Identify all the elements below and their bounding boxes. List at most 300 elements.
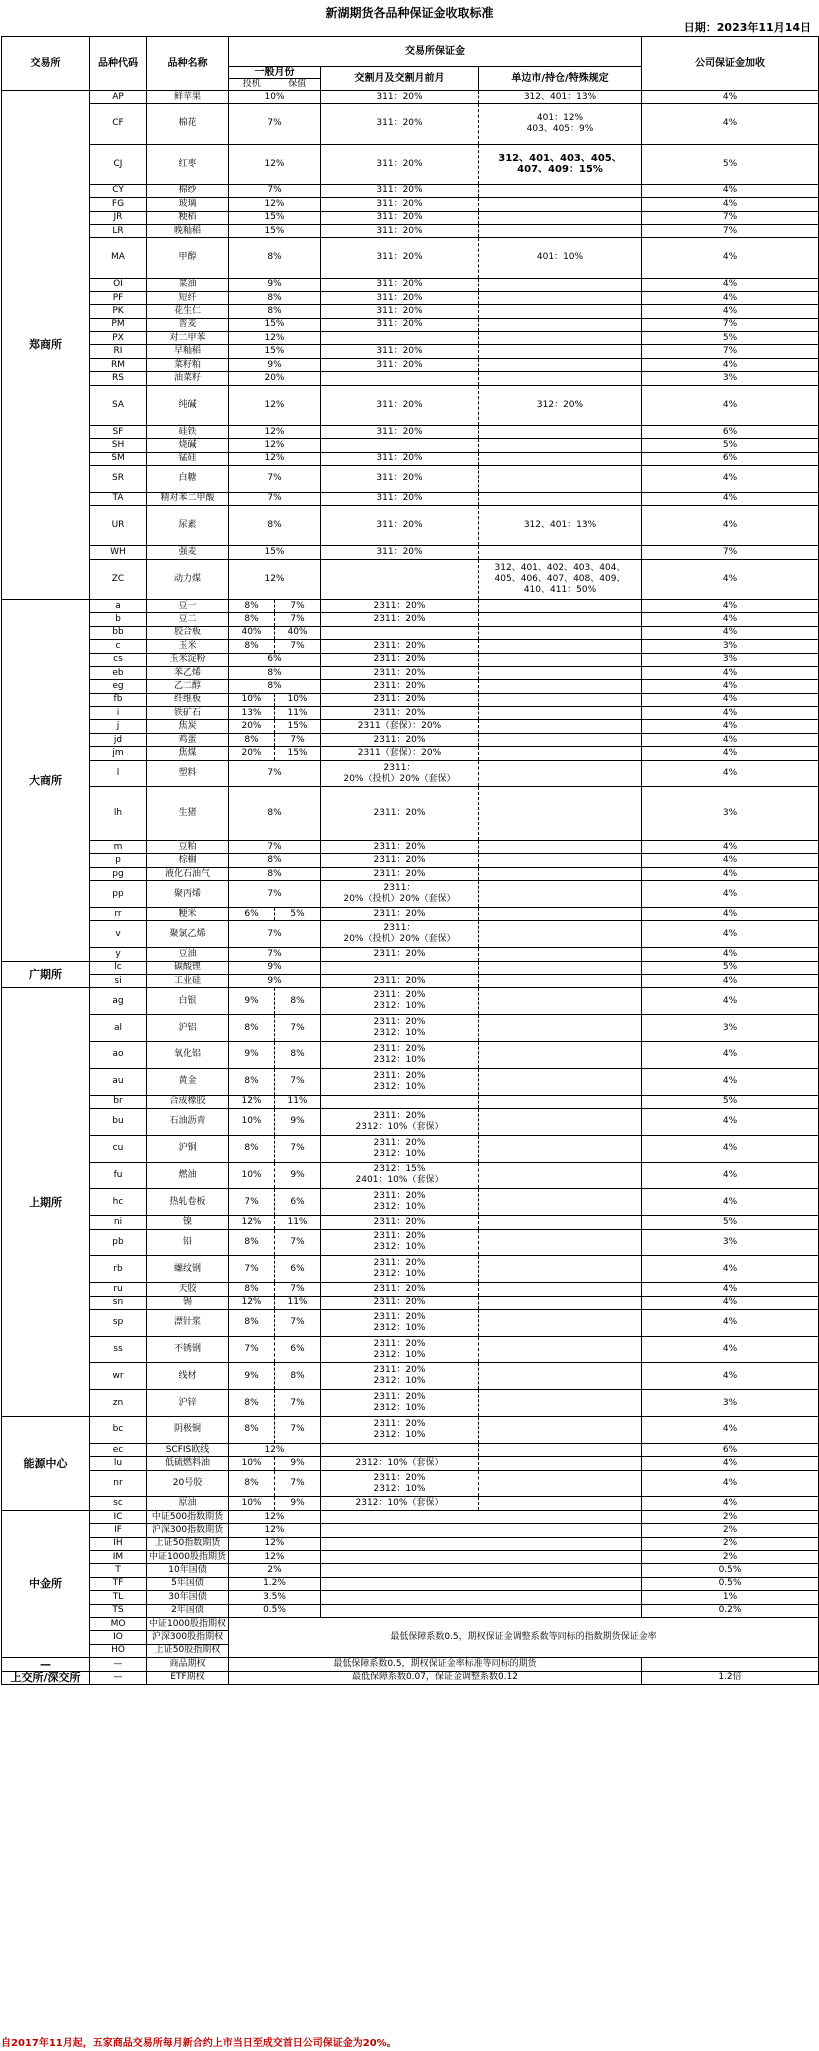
exchange-cell: 上交所/深交所 [2, 1671, 90, 1684]
general-margin-cell: 12% [229, 425, 321, 438]
delivery-margin-cell: 2311：20% [321, 908, 479, 921]
name-cell: 锰硅 [147, 452, 229, 465]
code-cell: al [90, 1015, 147, 1042]
spec-margin-cell: 20% [229, 720, 275, 733]
company-cell: 4% [642, 1457, 819, 1470]
code-cell: m [90, 841, 147, 854]
code-cell: JR [90, 211, 147, 224]
code-cell: a [90, 599, 147, 612]
general-margin-cell: 7% [229, 921, 321, 948]
name-cell: 漂针浆 [147, 1309, 229, 1336]
hedge-margin-cell: 9% [275, 1497, 321, 1510]
name-cell: 焦炭 [147, 720, 229, 733]
table-row [2, 1068, 819, 1095]
company-cell: 4% [642, 948, 819, 961]
table-row [2, 345, 819, 358]
table-row [2, 626, 819, 639]
table-row [2, 198, 819, 211]
special-rule-cell [479, 733, 642, 746]
company-cell: 3% [642, 787, 819, 841]
name-cell: 热轧卷板 [147, 1189, 229, 1216]
company-cell: 5% [642, 439, 819, 452]
delivery-margin-cell: 2311：20% [321, 693, 479, 706]
name-cell: 棉纱 [147, 184, 229, 197]
table-row [2, 1524, 819, 1537]
general-margin-cell: 12% [229, 559, 321, 599]
delivery-margin-cell [321, 439, 479, 452]
company-cell: 4% [642, 1417, 819, 1444]
header-hedge: 保值 [288, 79, 307, 89]
header-special: 单边市/持仓/特殊规定 [479, 67, 642, 91]
delivery-margin-cell: 311：20% [321, 278, 479, 291]
company-cell: 6% [642, 452, 819, 465]
spec-margin-cell: 8% [229, 613, 275, 626]
hedge-margin-cell: 8% [275, 1041, 321, 1068]
company-cell: 6% [642, 1443, 819, 1456]
rule-cell: 最低保障系数0.07，保证金调整系数0.12 [229, 1671, 642, 1684]
special-rule-cell [479, 841, 642, 854]
company-cell: 4% [642, 760, 819, 787]
delivery-margin-cell: 2311： 20%（投机）20%（套保） [321, 760, 479, 787]
table-row [2, 1041, 819, 1068]
general-margin-cell: 12% [229, 144, 321, 184]
company-cell: 4% [642, 1296, 819, 1309]
company-cell: 3% [642, 1390, 819, 1417]
table-row [2, 640, 819, 653]
delivery-margin-cell: 311：20% [321, 91, 479, 104]
general-margin-cell: 8% [229, 867, 321, 880]
table-row [2, 720, 819, 733]
delivery-margin-cell: 2311：20% [321, 1283, 479, 1296]
special-rule-cell [479, 1336, 642, 1363]
delivery-margin-cell: 2311：20% 2312：10% [321, 1229, 479, 1256]
name-cell: 精对苯二甲酸 [147, 492, 229, 505]
name-cell: 豆二 [147, 613, 229, 626]
table-row [2, 1336, 819, 1363]
hedge-margin-cell: 7% [275, 733, 321, 746]
company-cell: 3% [642, 1015, 819, 1042]
delivery-margin-cell: 2311：20% [321, 974, 479, 987]
spec-margin-cell: 9% [229, 1363, 275, 1390]
table-row [2, 1015, 819, 1042]
company-cell: 4% [642, 613, 819, 626]
spec-margin-cell: 8% [229, 640, 275, 653]
company-cell: 4% [642, 666, 819, 679]
delivery-margin-cell: 2311：20% [321, 841, 479, 854]
table-row [2, 693, 819, 706]
name-cell: 白糖 [147, 466, 229, 493]
special-rule-cell [479, 693, 642, 706]
hedge-margin-cell: 9% [275, 1108, 321, 1135]
general-margin-cell: 8% [229, 305, 321, 318]
general-margin-cell: 7% [229, 841, 321, 854]
special-rule-cell [479, 1417, 642, 1444]
general-margin-cell: 2% [229, 1564, 321, 1577]
company-cell: 5% [642, 1095, 819, 1108]
delivery-margin-cell: 311：20% [321, 318, 479, 331]
table-row [2, 760, 819, 787]
table-row [2, 385, 819, 425]
code-cell: ao [90, 1041, 147, 1068]
general-margin-cell: 15% [229, 318, 321, 331]
hedge-margin-cell: 6% [275, 1256, 321, 1283]
table-row [2, 1577, 819, 1590]
table-row [2, 613, 819, 626]
code-cell: sn [90, 1296, 147, 1309]
delivery-margin-cell [321, 1095, 479, 1108]
special-rule-cell [479, 1256, 642, 1283]
table-row [2, 1497, 819, 1510]
special-rule-cell: 312、401、403、405、 407、409：15% [479, 144, 642, 184]
special-rule-cell [479, 345, 642, 358]
delivery-margin-cell: 2311：20% [321, 787, 479, 841]
name-cell: 红枣 [147, 144, 229, 184]
delivery-margin-cell: 2311：20% [321, 1216, 479, 1229]
exchange-cell: 上期所 [2, 988, 90, 1417]
table-row [2, 1457, 819, 1470]
code-cell: MO [90, 1617, 147, 1630]
hedge-margin-cell: 11% [275, 1216, 321, 1229]
delivery-margin-cell: 311：20% [321, 452, 479, 465]
delivery-margin-cell: 2311（套保）：20% [321, 720, 479, 733]
option-rule-cell: 最低保障系数0.5，期权保证金调整系数等同标的指数期货保证金率 [229, 1617, 819, 1657]
general-margin-cell: 9% [229, 974, 321, 987]
special-rule-cell [479, 1296, 642, 1309]
code-cell: RI [90, 345, 147, 358]
code-cell: IF [90, 1524, 147, 1537]
table-row [2, 1256, 819, 1283]
code-cell: si [90, 974, 147, 987]
spec-margin-cell: 13% [229, 707, 275, 720]
hedge-margin-cell: 7% [275, 613, 321, 626]
general-margin-cell: 7% [229, 881, 321, 908]
code-cell: bu [90, 1108, 147, 1135]
sheet-title: 新湖期货各品种保证金收取标准 [325, 6, 494, 20]
table-row [2, 747, 819, 760]
name-cell: 沪锌 [147, 1390, 229, 1417]
delivery-margin-cell: 311：20% [321, 385, 479, 425]
spec-margin-cell: 12% [229, 1296, 275, 1309]
special-rule-cell [479, 640, 642, 653]
delivery-margin-cell: 2312：15% 2401：10%（套保） [321, 1162, 479, 1189]
company-cell: 4% [642, 1135, 819, 1162]
code-cell: SA [90, 385, 147, 425]
general-margin-cell: 15% [229, 211, 321, 224]
special-rule-cell [479, 291, 642, 304]
table-row [2, 1671, 819, 1684]
company-cell: 4% [642, 626, 819, 639]
general-margin-cell: 7% [229, 760, 321, 787]
general-margin-cell: 3.5% [229, 1591, 321, 1604]
spec-margin-cell: 12% [229, 1216, 275, 1229]
general-margin-cell: 12% [229, 332, 321, 345]
name-cell: 硅铁 [147, 425, 229, 438]
name-cell: 线材 [147, 1363, 229, 1390]
delivery-margin-cell [321, 1604, 642, 1617]
special-rule-cell [479, 854, 642, 867]
code-cell: pg [90, 867, 147, 880]
table-row [2, 318, 819, 331]
name-cell: 棉花 [147, 104, 229, 144]
code-cell: lu [90, 1457, 147, 1470]
company-cell: 4% [642, 693, 819, 706]
company-cell: 4% [642, 599, 819, 612]
margin-table [1, 36, 819, 1685]
code-cell: bb [90, 626, 147, 639]
table-row [2, 1617, 819, 1630]
code-cell: AP [90, 91, 147, 104]
table-row [2, 948, 819, 961]
delivery-margin-cell: 2311：20% [321, 640, 479, 653]
header-general-month-label: 一般月份 [254, 67, 295, 78]
company-cell: 4% [642, 680, 819, 693]
special-rule-cell [479, 787, 642, 841]
company-cell: 0.2% [642, 1604, 819, 1617]
general-margin-cell: 20% [229, 372, 321, 385]
hedge-margin-cell: 7% [275, 1015, 321, 1042]
hedge-margin-cell: 8% [275, 988, 321, 1015]
general-margin-cell: 12% [229, 1551, 321, 1564]
table-row [2, 653, 819, 666]
company-cell: 4% [642, 198, 819, 211]
name-cell: 10年国债 [147, 1564, 229, 1577]
table-row [2, 372, 819, 385]
exchange-cell: 郑商所 [2, 91, 90, 600]
exchange-cell: 能源中心 [2, 1417, 90, 1511]
table-row [2, 1095, 819, 1108]
table-row [2, 452, 819, 465]
sheet-date: 日期：2023年11月14日 [683, 21, 811, 34]
delivery-margin-cell: 311：20% [321, 305, 479, 318]
delivery-margin-cell: 2311：20% 2312：10% [321, 1336, 479, 1363]
delivery-margin-cell: 2311：20% 2312：10% [321, 1417, 479, 1444]
code-cell: sp [90, 1309, 147, 1336]
name-cell: 中证1000股指期货 [147, 1551, 229, 1564]
delivery-margin-cell: 311：20% [321, 104, 479, 144]
general-margin-cell: 8% [229, 854, 321, 867]
delivery-margin-cell: 2311：20% 2312：10% [321, 1363, 479, 1390]
name-cell: 油菜籽 [147, 372, 229, 385]
company-cell: 4% [642, 506, 819, 546]
code-cell: TL [90, 1591, 147, 1604]
spec-margin-cell: 7% [229, 1336, 275, 1363]
general-margin-cell: 8% [229, 238, 321, 278]
table-row [2, 908, 819, 921]
code-cell: nr [90, 1470, 147, 1497]
table-row [2, 559, 819, 599]
header-spec: 投机 [242, 79, 261, 89]
hedge-margin-cell: 7% [275, 1068, 321, 1095]
special-rule-cell [479, 1189, 642, 1216]
hedge-margin-cell: 7% [275, 1417, 321, 1444]
special-rule-cell [479, 332, 642, 345]
delivery-margin-cell [321, 1510, 642, 1523]
special-rule-cell [479, 224, 642, 237]
delivery-margin-cell: 311：20% [321, 211, 479, 224]
delivery-margin-cell: 2311：20% 2312：10% [321, 1041, 479, 1068]
hedge-margin-cell: 11% [275, 1296, 321, 1309]
table-row [2, 1309, 819, 1336]
special-rule-cell [479, 988, 642, 1015]
delivery-margin-cell: 2311：20% [321, 867, 479, 880]
name-cell: 铅 [147, 1229, 229, 1256]
special-rule-cell [479, 546, 642, 559]
company-cell: 4% [642, 733, 819, 746]
code-cell: sc [90, 1497, 147, 1510]
name-cell: 菜籽粕 [147, 358, 229, 371]
delivery-margin-cell [321, 332, 479, 345]
spec-margin-cell: 10% [229, 1457, 275, 1470]
code-cell: HO [90, 1644, 147, 1657]
company-cell: 7% [642, 546, 819, 559]
code-cell: IH [90, 1537, 147, 1550]
delivery-margin-cell: 2311：20% 2312：10% [321, 988, 479, 1015]
code-cell: ag [90, 988, 147, 1015]
delivery-margin-cell: 2311：20% 2312：10% [321, 1309, 479, 1336]
hedge-margin-cell: 40% [275, 626, 321, 639]
name-cell: 黄金 [147, 1068, 229, 1095]
special-rule-cell: 312：20% [479, 385, 642, 425]
hedge-margin-cell: 9% [275, 1162, 321, 1189]
delivery-margin-cell: 311：20% [321, 184, 479, 197]
general-margin-cell: 9% [229, 358, 321, 371]
general-margin-cell: 12% [229, 1510, 321, 1523]
general-margin-cell: 10% [229, 91, 321, 104]
code-cell: PK [90, 305, 147, 318]
spec-margin-cell: 7% [229, 1256, 275, 1283]
general-margin-cell: 7% [229, 492, 321, 505]
special-rule-cell [479, 1135, 642, 1162]
special-rule-cell [479, 1309, 642, 1336]
table-row [2, 546, 819, 559]
table-row [2, 358, 819, 371]
special-rule-cell: 312、401、402、403、404、 405、406、407、408、409、 410、411：50% [479, 559, 642, 599]
company-cell: 5% [642, 144, 819, 184]
spec-margin-cell: 8% [229, 1015, 275, 1042]
code-cell: CY [90, 184, 147, 197]
delivery-margin-cell [321, 1551, 642, 1564]
table-row [2, 1283, 819, 1296]
name-cell: 烧碱 [147, 439, 229, 452]
code-cell: j [90, 720, 147, 733]
general-margin-cell: 8% [229, 680, 321, 693]
name-cell: 阴极铜 [147, 1417, 229, 1444]
company-cell: 4% [642, 1497, 819, 1510]
table-row [2, 492, 819, 505]
delivery-margin-cell: 2311：20% 2312：10% [321, 1256, 479, 1283]
code-cell: p [90, 854, 147, 867]
company-cell: 4% [642, 1283, 819, 1296]
delivery-margin-cell: 2311：20% [321, 707, 479, 720]
name-cell: 甲醇 [147, 238, 229, 278]
special-rule-cell [479, 492, 642, 505]
name-cell: 不锈钢 [147, 1336, 229, 1363]
name-cell: 纯碱 [147, 385, 229, 425]
company-cell: 4% [642, 104, 819, 144]
company-cell: 7% [642, 318, 819, 331]
header-name: 品种名称 [147, 37, 229, 91]
code-cell: rb [90, 1256, 147, 1283]
name-cell: 天胶 [147, 1283, 229, 1296]
code-cell: CJ [90, 144, 147, 184]
code-cell: pp [90, 881, 147, 908]
special-rule-cell [479, 358, 642, 371]
company-cell: 4% [642, 1108, 819, 1135]
general-margin-cell: 12% [229, 198, 321, 211]
company-cell: 4% [642, 841, 819, 854]
delivery-margin-cell [321, 1577, 642, 1590]
name-cell: 中证500指数期货 [147, 1510, 229, 1523]
delivery-margin-cell: 2311：20% [321, 653, 479, 666]
company-cell: 7% [642, 345, 819, 358]
code-cell: SH [90, 439, 147, 452]
name-cell: 短纤 [147, 291, 229, 304]
spec-margin-cell: 8% [229, 1283, 275, 1296]
name-cell: 螺纹钢 [147, 1256, 229, 1283]
special-rule-cell: 401：10% [479, 238, 642, 278]
name-cell: 豆粕 [147, 841, 229, 854]
general-margin-cell: 8% [229, 666, 321, 679]
table-row [2, 733, 819, 746]
hedge-margin-cell: 7% [275, 1229, 321, 1256]
general-margin-cell: 12% [229, 1524, 321, 1537]
table-row [2, 1551, 819, 1564]
general-margin-cell: 12% [229, 439, 321, 452]
delivery-margin-cell [321, 1537, 642, 1550]
name-cell: 燃油 [147, 1162, 229, 1189]
table-row [2, 867, 819, 880]
general-margin-cell: 7% [229, 948, 321, 961]
company-cell: 4% [642, 91, 819, 104]
hedge-margin-cell: 8% [275, 1363, 321, 1390]
spec-margin-cell: 8% [229, 1068, 275, 1095]
delivery-margin-cell [321, 559, 479, 599]
spec-margin-cell: 40% [229, 626, 275, 639]
delivery-margin-cell: 2311：20% 2312：10% [321, 1135, 479, 1162]
header-exchange-margin: 交易所保证金 [229, 37, 642, 67]
special-rule-cell [479, 653, 642, 666]
special-rule-cell: 312、401：13% [479, 506, 642, 546]
company-cell: 1.2倍 [642, 1671, 819, 1684]
name-cell: 晚籼稻 [147, 224, 229, 237]
table-row [2, 144, 819, 184]
delivery-margin-cell: 2311：20% 2312：10% [321, 1068, 479, 1095]
company-cell: 4% [642, 867, 819, 880]
code-cell: eb [90, 666, 147, 679]
special-rule-cell [479, 974, 642, 987]
code-cell: br [90, 1095, 147, 1108]
name-cell: 2年国债 [147, 1604, 229, 1617]
hedge-margin-cell: 7% [275, 1470, 321, 1497]
company-cell: 7% [642, 224, 819, 237]
special-rule-cell [479, 198, 642, 211]
name-cell: 液化石油气 [147, 867, 229, 880]
special-rule-cell [479, 626, 642, 639]
name-cell: 花生仁 [147, 305, 229, 318]
code-cell: WH [90, 546, 147, 559]
company-cell: 2% [642, 1537, 819, 1550]
spec-margin-cell: 10% [229, 1108, 275, 1135]
code-cell: OI [90, 278, 147, 291]
table-row [2, 439, 819, 452]
company-cell: 4% [642, 559, 819, 599]
name-cell: 商品期权 [147, 1658, 229, 1671]
delivery-margin-cell: 2311：20% [321, 613, 479, 626]
special-rule-cell [479, 184, 642, 197]
name-cell: 白银 [147, 988, 229, 1015]
company-cell: 4% [642, 1068, 819, 1095]
name-cell: 对二甲苯 [147, 332, 229, 345]
